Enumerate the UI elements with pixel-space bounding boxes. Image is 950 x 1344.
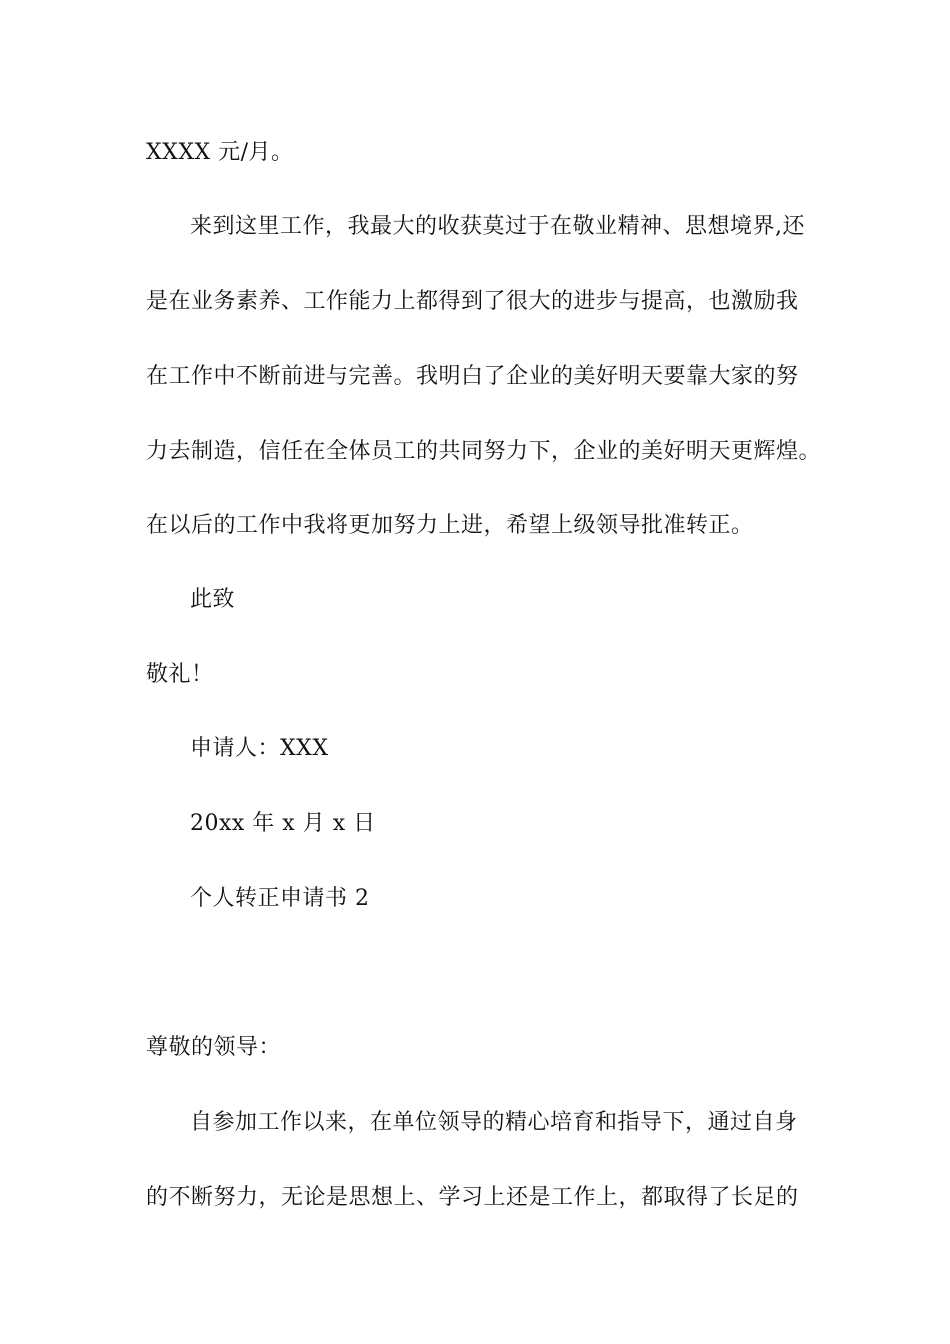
closing-salutation: 此致 [190,587,236,612]
paragraph-line: 自参加工作以来，在单位领导的精心培育和指导下，通过自身 [190,1110,798,1135]
paragraph-line: 是在业务素养、工作能力上都得到了很大的进步与提高，也激励我 [146,289,799,314]
closing-respect: 敬礼！ [146,662,214,687]
paragraph-line: 在工作中不断前进与完善。我明白了企业的美好明天要靠大家的努 [146,364,799,389]
paragraph-line: 的不断努力，无论是思想上、学习上还是工作上，都取得了长足的 [146,1185,799,1210]
applicant-signature: 申请人：XXX [190,736,329,761]
paragraph-line: 来到这里工作，我最大的收获莫过于在敬业精神、思想境界,还 [190,214,805,239]
paragraph-line: 在以后的工作中我将更加努力上进，希望上级领导批准转正。 [146,513,754,538]
paragraph-line: 力去制造，信任在全体员工的共同努力下，企业的美好明天更辉煌。 [146,439,822,464]
greeting-line: 尊敬的领导： [146,1035,282,1060]
date-line: 20xx 年 x 月 x 日 [190,811,376,836]
section-title: 个人转正申请书 2 [190,886,370,911]
salary-line: XXXX 元/月。 [146,140,294,165]
